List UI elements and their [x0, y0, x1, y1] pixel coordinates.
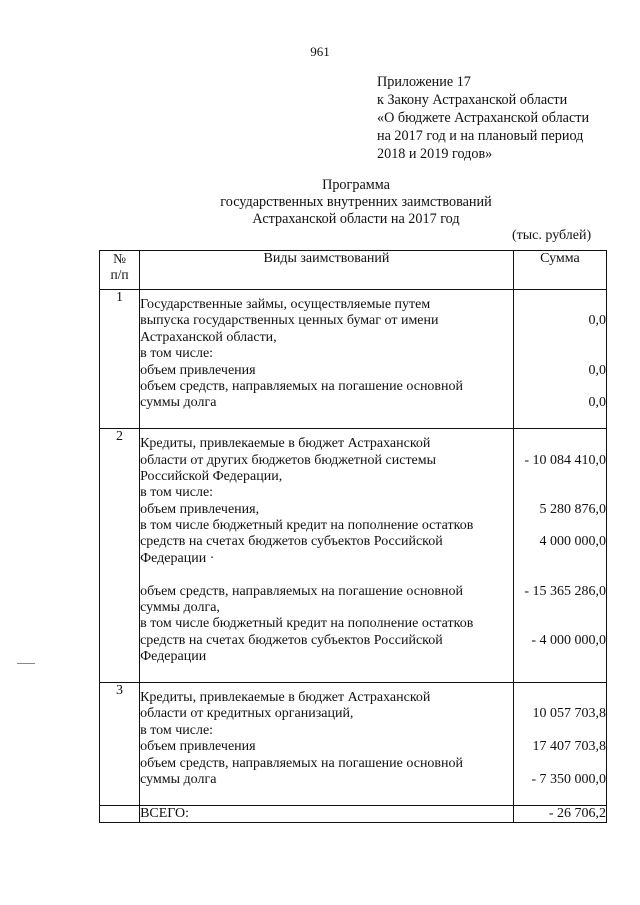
amount-value: [514, 616, 606, 632]
amount-value: - 7 350 000,0: [531, 771, 606, 787]
amount-value: [514, 600, 606, 616]
amount-value: 0,0: [588, 313, 606, 329]
description-line: в том числе:: [140, 346, 214, 362]
amount-value: [514, 436, 606, 452]
amount-value: 17 407 703,8: [532, 739, 606, 755]
amount-value: [514, 723, 606, 739]
description-line: в том числе:: [140, 722, 214, 738]
description-line: средств на счетах бюджетов субъектов Российской: [140, 632, 443, 648]
appendix-line: Приложение 17: [377, 74, 471, 90]
row-amounts: [513, 290, 606, 429]
header-number-line1: №: [113, 251, 126, 266]
amount-value: - 4 000 000,0: [531, 632, 606, 648]
header-number-line2: п/п: [110, 267, 129, 282]
description-line: в том числе бюджетный кредит на пополнение остатков: [140, 518, 474, 534]
total-label: ВСЕГО:: [140, 805, 514, 822]
row-description: [140, 429, 514, 683]
total-row: [100, 805, 607, 822]
borrowing-program-table: [99, 250, 607, 823]
title-line: государственных внутренних заимствований: [220, 194, 492, 210]
amount-value: [514, 756, 606, 772]
row-number: 1: [100, 290, 140, 429]
document-title: [0, 177, 640, 228]
row-description: [140, 290, 514, 429]
description-line: суммы долга: [140, 771, 217, 787]
description-line: объем привлечения: [140, 362, 256, 378]
amount-value: [514, 330, 606, 346]
amount-value: [514, 690, 606, 706]
row-number: 3: [100, 682, 140, 805]
header-sum: Сумма: [513, 251, 606, 290]
amount-value: [514, 551, 606, 567]
title-line: Астраханской области на 2017 год: [252, 211, 460, 227]
row-number: 2: [100, 429, 140, 683]
title-line: Программа: [322, 177, 390, 193]
appendix-line: к Закону Астраханской области: [377, 92, 568, 108]
row-amounts: [513, 429, 606, 683]
appendix-line: на 2017 год и на плановый период: [377, 128, 584, 144]
margin-mark: [17, 663, 35, 664]
description-line: средств на счетах бюджетов субъектов Российской: [140, 534, 443, 550]
description-line: Астраханской области,: [140, 329, 277, 345]
amount-value: 0,0: [588, 362, 606, 378]
total-amount: - 26 706,2: [513, 805, 606, 822]
table-row: [100, 429, 607, 683]
description-line: Кредиты, привлекаемые в бюджет Астраханской: [140, 436, 431, 452]
description-line: суммы долга: [140, 395, 217, 411]
description-line: объем средств, направляемых на погашение основной: [140, 378, 464, 394]
description-line: Российской Федерации,: [140, 468, 283, 484]
header-borrowing-type: Виды заимствований: [140, 251, 514, 290]
description-line: в том числе:: [140, 485, 214, 501]
amount-value: 4 000 000,0: [539, 534, 606, 550]
amount-value: [514, 297, 606, 313]
row-amounts: [513, 682, 606, 805]
page-number: 961: [310, 44, 330, 59]
description-line: объем привлечения: [140, 739, 256, 755]
table-header-row: [100, 251, 607, 290]
row-description: [140, 682, 514, 805]
amount-value: [514, 567, 606, 583]
appendix-line: 2018 и 2019 годов»: [377, 146, 493, 162]
amount-value: [514, 485, 606, 501]
description-line: объем привлечения,: [140, 501, 260, 517]
description-line: Федерации ·: [140, 550, 215, 566]
units-label: (тыс. рублей): [512, 228, 592, 243]
amount-value: [514, 649, 606, 665]
description-line: объем средств, направляемых на погашение основной: [140, 755, 464, 771]
description-line: суммы долга,: [140, 600, 220, 616]
description-line: области от кредитных организаций,: [140, 706, 354, 722]
description-line: Федерации: [140, 649, 207, 665]
amount-value: [514, 379, 606, 395]
amount-value: - 15 365 286,0: [524, 583, 606, 599]
description-line: [140, 567, 513, 583]
header-number: [100, 251, 140, 290]
amount-value: 5 280 876,0: [539, 501, 606, 517]
total-number-cell: [100, 805, 140, 822]
amount-value: [514, 469, 606, 485]
appendix-line: «О бюджете Астраханской области: [377, 110, 590, 126]
table-row: [100, 682, 607, 805]
description-line: Кредиты, привлекаемые в бюджет Астраханской: [140, 689, 431, 705]
description-line: Государственные займы, осуществляемые путем: [140, 297, 431, 312]
amount-value: [514, 346, 606, 362]
description-line: объем средств, направляемых на погашение основной: [140, 583, 464, 599]
amount-value: - 10 084 410,0: [524, 452, 606, 468]
table-row: [100, 290, 607, 429]
description-line: области от других бюджетов бюджетной системы: [140, 452, 437, 468]
description-line: выпуска государственных ценных бумаг от имени: [140, 313, 439, 329]
appendix-header: [377, 73, 589, 163]
amount-value: 10 057 703,8: [532, 706, 606, 722]
description-line: в том числе бюджетный кредит на пополнение остатков: [140, 616, 474, 632]
amount-value: [514, 518, 606, 534]
amount-value: 0,0: [588, 395, 606, 411]
